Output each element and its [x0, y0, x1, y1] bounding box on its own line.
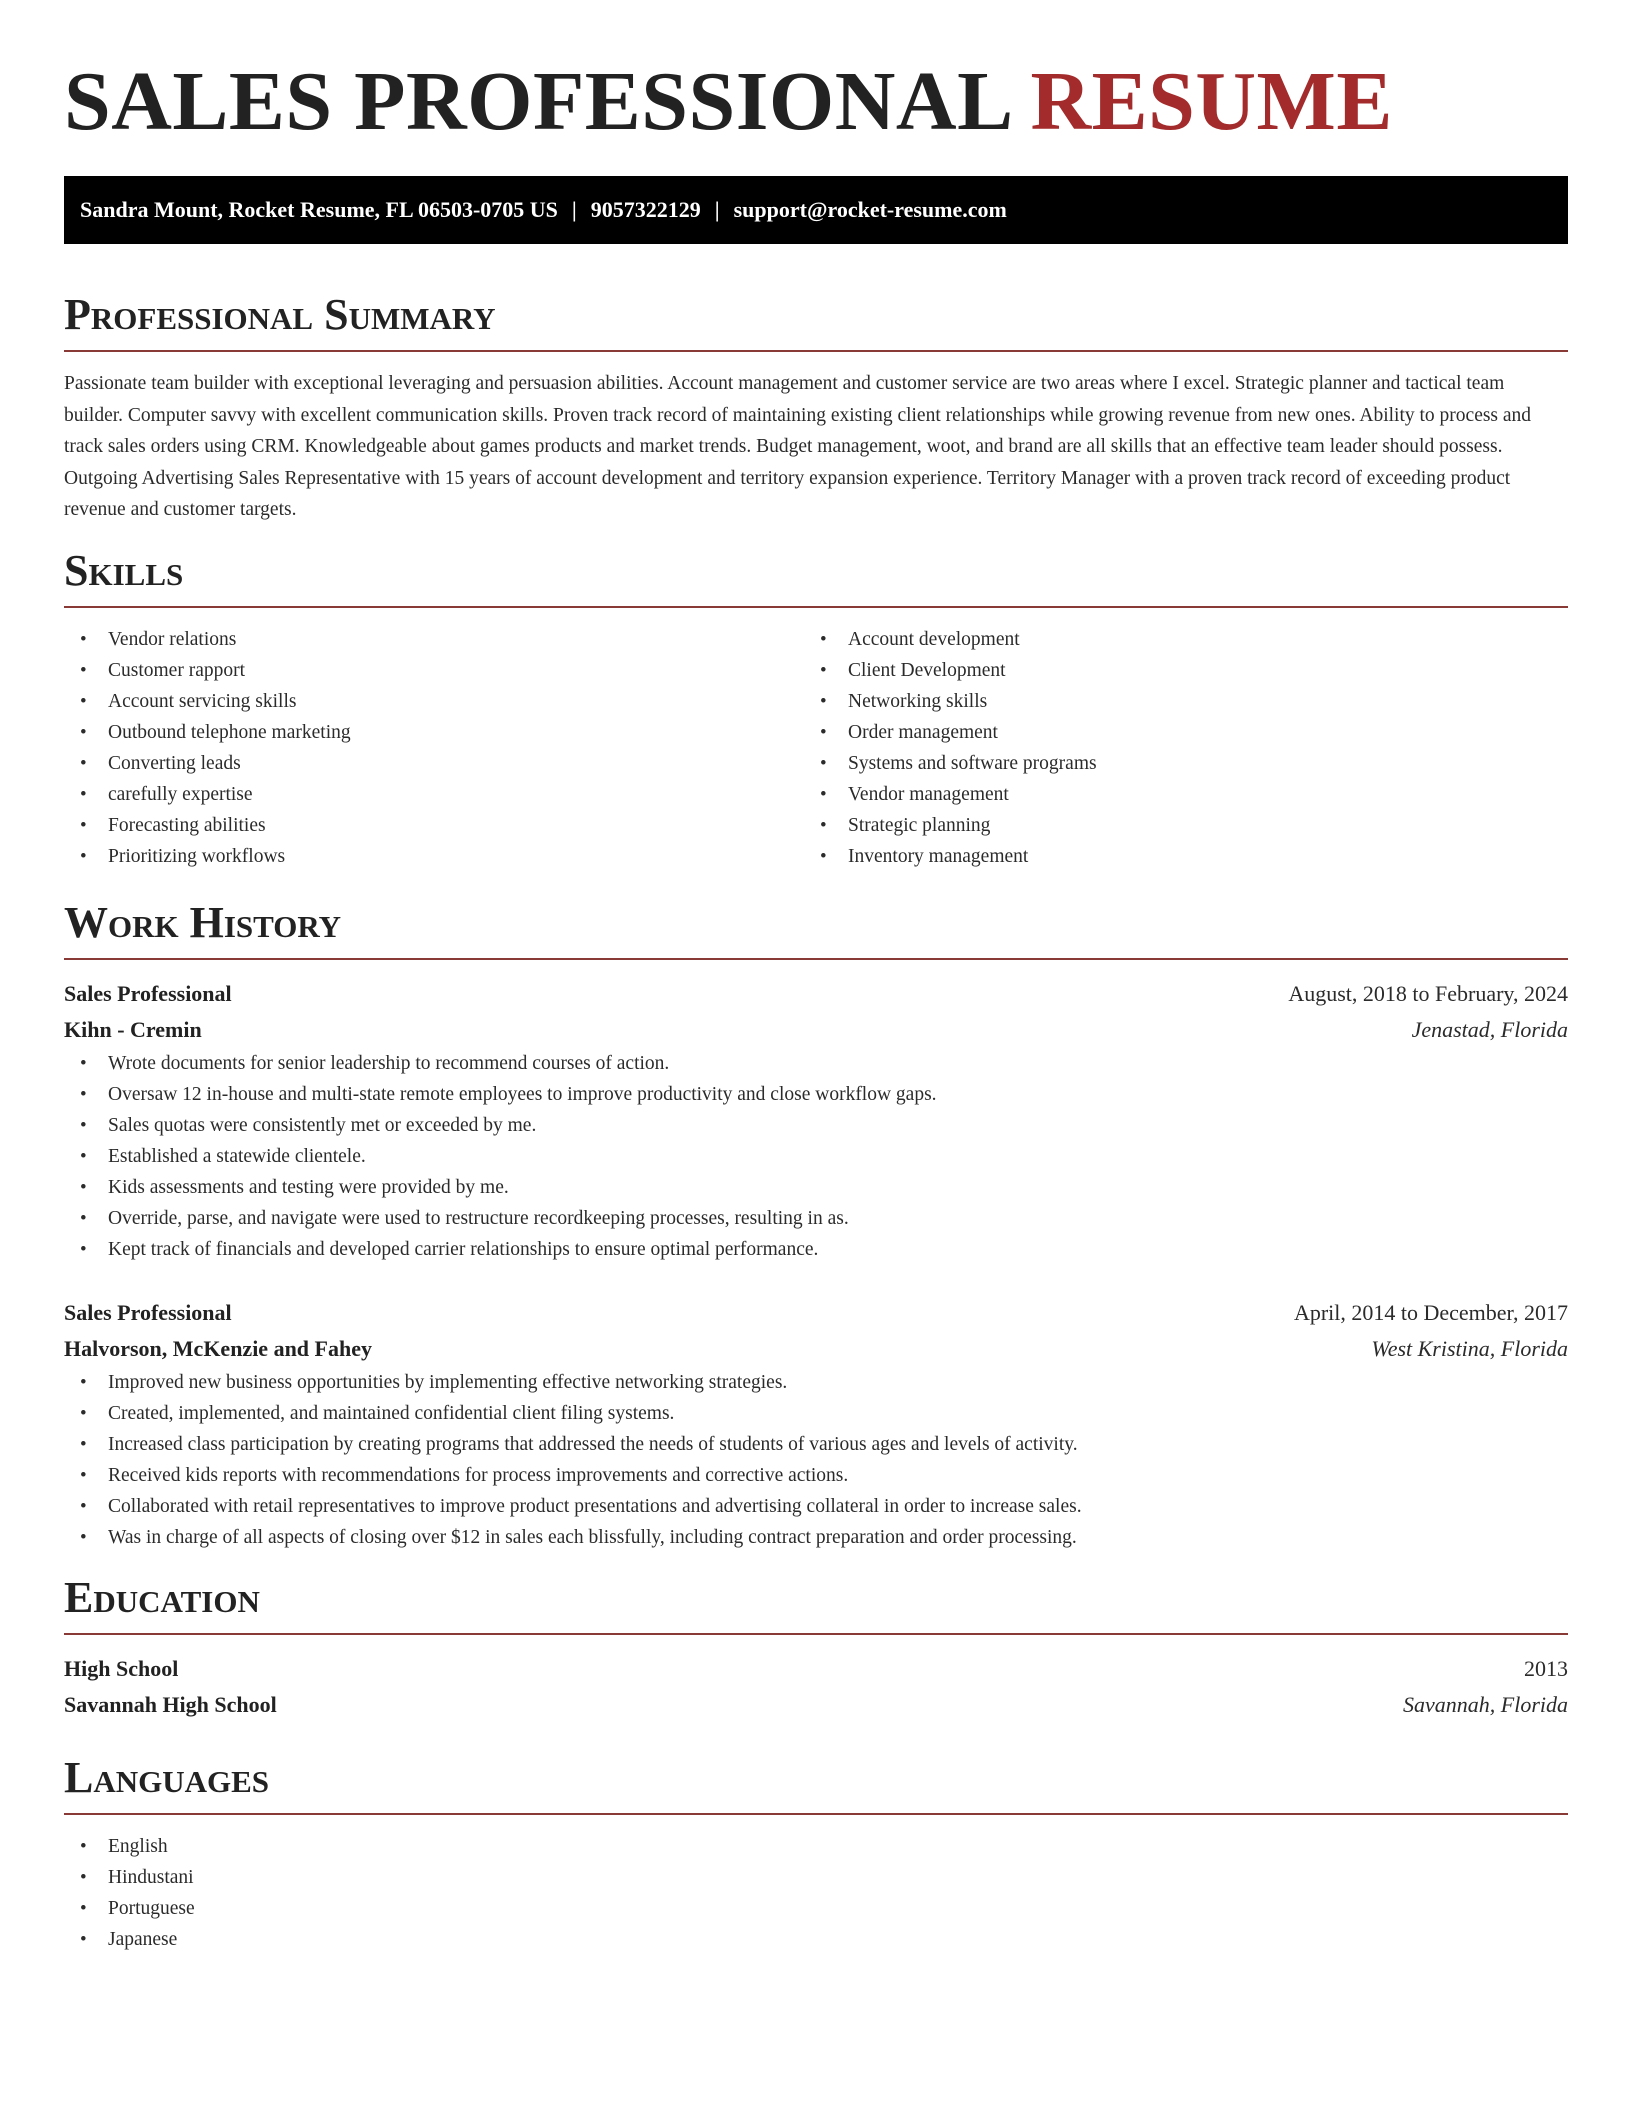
job-bullets [64, 1048, 1568, 1265]
skill-item: • Prioritizing workflows [64, 841, 804, 872]
work-history-heading: Work History [64, 897, 342, 947]
section-divider [64, 1633, 1568, 1635]
job-bullet: • Override, parse, and navigate were used to restructure recordkeeping processes, resulting in as. [64, 1203, 1568, 1234]
job-entry [64, 976, 1568, 1265]
skill-item: • Outbound telephone marketing [64, 717, 804, 748]
title-accent: RESUME [1030, 55, 1393, 148]
language-item: • Portuguese [64, 1893, 1568, 1924]
job-bullet: • Improved new business opportunities by implementing effective networking strategies. [64, 1367, 1568, 1398]
job-bullet: • Increased class participation by creating programs that addressed the needs of students of various ages and levels of activity. [64, 1429, 1568, 1460]
skill-item: • Customer rapport [64, 655, 804, 686]
education-section [64, 1573, 1568, 1723]
job-company: Halvorson, McKenzie and Fahey [64, 1335, 372, 1361]
language-item: • Japanese [64, 1924, 1568, 1955]
education-row [64, 1651, 1568, 1687]
skill-item: • Vendor relations [64, 624, 804, 655]
job-location: West Kristina, Florida [1371, 1335, 1568, 1361]
job-title: Sales Professional [64, 1299, 232, 1325]
job-bullet: • Oversaw 12 in-house and multi-state remote employees to improve productivity and close workflow gaps. [64, 1079, 1568, 1110]
skills-list-right [804, 624, 1544, 872]
skill-item: • Networking skills [804, 686, 1544, 717]
education-school: Savannah High School [64, 1691, 277, 1717]
education-entry [64, 1651, 1568, 1723]
skill-item: • Client Development [804, 655, 1544, 686]
languages-list [64, 1831, 1568, 1955]
skill-item: • Account servicing skills [64, 686, 804, 717]
job-bullet: • Created, implemented, and maintained confidential client filing systems. [64, 1398, 1568, 1429]
skill-item: • Converting leads [64, 748, 804, 779]
skills-heading: Skills [64, 545, 184, 595]
contact-bar [64, 176, 1568, 244]
skill-item: • Order management [804, 717, 1544, 748]
education-school-row [64, 1687, 1568, 1723]
resume-title [64, 52, 1568, 152]
job-title: Sales Professional [64, 980, 232, 1006]
contact-address: Sandra Mount, Rocket Resume, FL 06503-0705 US [80, 197, 558, 222]
contact-phone: 9057322129 [590, 197, 701, 222]
education-heading: Education [64, 1572, 260, 1622]
summary-heading: Professional Summary [64, 290, 496, 339]
job-bullet: • Wrote documents for senior leadership to recommend courses of action. [64, 1048, 1568, 1079]
contact-separator: | [714, 197, 720, 222]
section-divider [64, 350, 1568, 352]
section-divider [64, 606, 1568, 608]
section-divider [64, 958, 1568, 960]
job-bullet: • Received kids reports with recommendations for process improvements and corrective actions. [64, 1460, 1568, 1491]
job-header-row [64, 976, 1568, 1012]
job-bullet: • Collaborated with retail representatives to improve product presentations and advertising collateral in order to increase sales. [64, 1491, 1568, 1522]
language-item: • English [64, 1831, 1568, 1862]
skills-list-left [64, 624, 804, 872]
skills-section [64, 546, 1568, 872]
job-bullet: • Established a statewide clientele. [64, 1141, 1568, 1172]
skill-item: • carefully expertise [64, 779, 804, 810]
skill-item: • Vendor management [804, 779, 1544, 810]
languages-heading: Languages [64, 1752, 270, 1802]
summary-text: Passionate team builder with exceptional leveraging and persuasion abilities. Account management and customer service are two areas where I excel. Strategic planner and tactical team builder. Computer savvy with excellent communication skills. Proven track record of maintaining existing client relationships while growing revenue from new ones. Ability to process and track sales orders using CRM. Knowledgeable about games products and market trends. Budget management, woot, and brand are all skills that an effective team leader should possess. Outgoing Advertising Sales Representative with 15 years of account development and territory expansion experience. Territory Manager with a proven track record of exceeding product revenue and customer targets. [64, 373, 1532, 520]
job-dates: August, 2018 to February, 2024 [1288, 980, 1568, 1006]
title-main: SALES PROFESSIONAL [64, 55, 1009, 148]
job-location: Jenastad, Florida [1411, 1016, 1568, 1042]
job-bullet: • Was in charge of all aspects of closing over $12 in sales each blissfully, including contract preparation and order processing. [64, 1522, 1568, 1553]
section-divider [64, 1813, 1568, 1815]
job-bullets [64, 1367, 1568, 1553]
skills-columns [64, 624, 1568, 872]
education-degree: High School [64, 1655, 179, 1681]
skill-item: • Account development [804, 624, 1544, 655]
languages-section [64, 1753, 1568, 1955]
work-history-section [64, 898, 1568, 1553]
job-bullet: • Sales quotas were consistently met or exceeded by me. [64, 1110, 1568, 1141]
job-company-row [64, 1331, 1568, 1367]
job-bullet: • Kids assessments and testing were provided by me. [64, 1172, 1568, 1203]
summary-section [64, 290, 1568, 526]
job-header-row [64, 1295, 1568, 1331]
skill-item: • Forecasting abilities [64, 810, 804, 841]
skill-item: • Systems and software programs [804, 748, 1544, 779]
contact-email: support@rocket-resume.com [733, 197, 1007, 222]
skill-item: • Inventory management [804, 841, 1544, 872]
job-company: Kihn - Cremin [64, 1016, 202, 1042]
contact-separator: | [571, 197, 577, 222]
job-entry [64, 1295, 1568, 1553]
language-item: • Hindustani [64, 1862, 1568, 1893]
job-dates: April, 2014 to December, 2017 [1293, 1299, 1568, 1325]
skill-item: • Strategic planning [804, 810, 1544, 841]
education-year: 2013 [1524, 1655, 1568, 1681]
job-bullet: • Kept track of financials and developed carrier relationships to ensure optimal performance. [64, 1234, 1568, 1265]
education-location: Savannah, Florida [1403, 1691, 1568, 1717]
job-company-row [64, 1012, 1568, 1048]
